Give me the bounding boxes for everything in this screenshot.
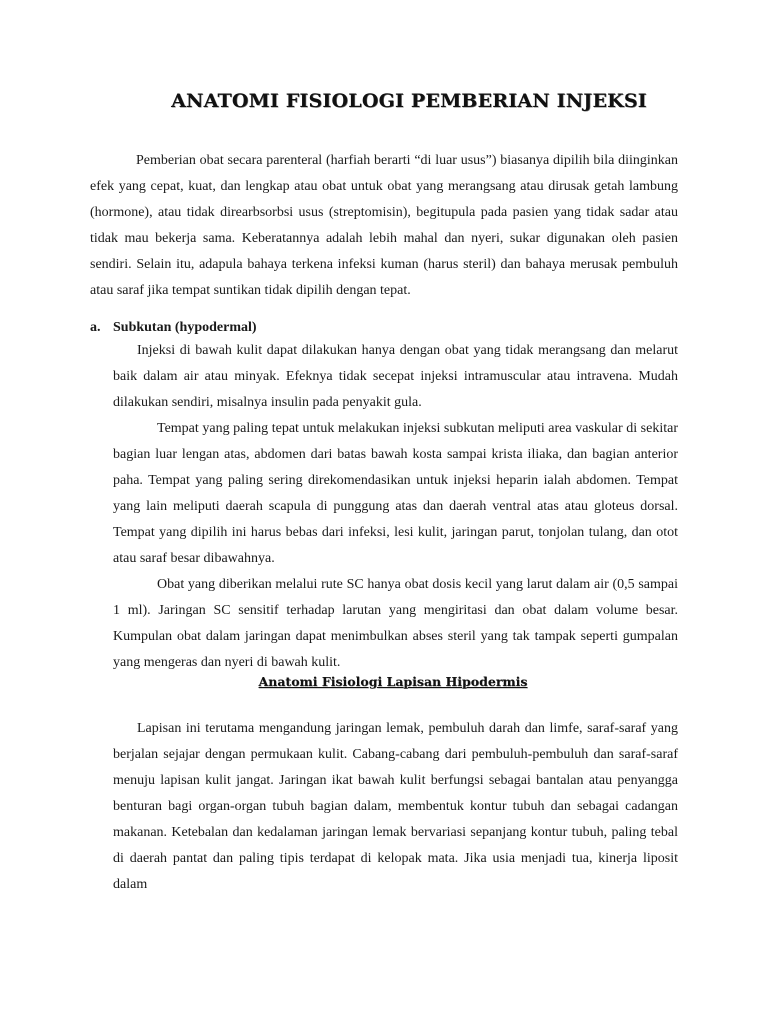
section-paragraph: Tempat yang paling tepat untuk melakukan injeksi subkutan meliputi area vaskular di sekitar bagian luar lengan atas, abdomen dari batas bawah kosta sampai krista iliaka, dan bagian anterior paha. Tempat yang paling sering direkomendasikan untuk injeksi heparin ialah abdomen. Tempat yang lain meliputi daerah scapula di punggung atas dan daerah ventral atas atau gloteus dorsal. Tempat yang dipilih ini harus bebas dari infeksi, lesi kulit, jaringan parut, tonjolan tulang, dan otot atau saraf besar dibawahnya. xyxy=(113,421,678,566)
section-letter: a. xyxy=(90,320,101,335)
intro-paragraph: Pemberian obat secara parenteral (harfiah berarti “di luar usus”) biasanya dipilih bila diinginkan efek yang cepat, kuat, dan lengkap atau obat untuk obat yang merangsang atau dirusak getah lambung (hormone), atau tidak direarbsorbsi usus (streptomisin), begitupula pada pasien yang tidak sadar atau tidak mau bekerja sama. Keberatannya adalah lebih mahal dan nyeri, sukar digunakan oleh pasien sendiri. Selain itu, adapula bahaya terkena infeksi kuman (harus steril) dan bahaya merusak pembuluh atau saraf jika tempat suntikan tidak dipilih dengan tepat. xyxy=(90,153,678,298)
subsection-title: Anatomi Fisiologi Lapisan Hipodermis xyxy=(258,674,528,689)
subsection-paragraph: Lapisan ini terutama mengandung jaringan lemak, pembuluh darah dan limfe, saraf-saraf yang berjalan sejajar dengan permukaan kulit. Cabang-cabang dari pembuluh-pembuluh dan saraf-saraf menuju lapisan kulit jangat. Jaringan ikat bawah kulit berfungsi sebagai bantalan atau penyangga benturan bagi organ-organ tubuh bagian dalam, membentuk kontur tubuh dan sebagai cadangan makanan. Ketebalan dan kedalaman jaringan lemak bervariasi sepanjang kontur tubuh, paling tebal di daerah pantat dan paling tipis terdapat di kelopak mata. Jika usia menjadi tua, kinerja liposit dalam xyxy=(113,721,678,892)
section-body xyxy=(113,338,678,676)
subsection-body xyxy=(113,716,678,898)
section-heading-text: Subkutan (hypodermal) xyxy=(113,320,257,335)
page-title: ANATOMI FISIOLOGI PEMBERIAN INJEKSI xyxy=(171,90,647,112)
intro-block xyxy=(90,148,678,304)
section-paragraph: Obat yang diberikan melalui rute SC hanya obat dosis kecil yang larut dalam air (0,5 sampai 1 ml). Jaringan SC sensitif terhadap larutan yang mengiritasi dan obat dalam volume besar. Kumpulan obat dalam jaringan dapat menimbulkan abses steril yang tak tampak seperti gumpalan yang mengeras dan nyeri di bawah kulit. xyxy=(113,577,678,670)
section-heading xyxy=(90,318,257,338)
section-paragraph: Injeksi di bawah kulit dapat dilakukan hanya dengan obat yang tidak merangsang dan melarut baik dalam air atau minyak. Efeknya tidak secepat injeksi intramuscular atau intravena. Mudah dilakukan sendiri, misalnya insulin pada penyakit gula. xyxy=(113,343,678,410)
